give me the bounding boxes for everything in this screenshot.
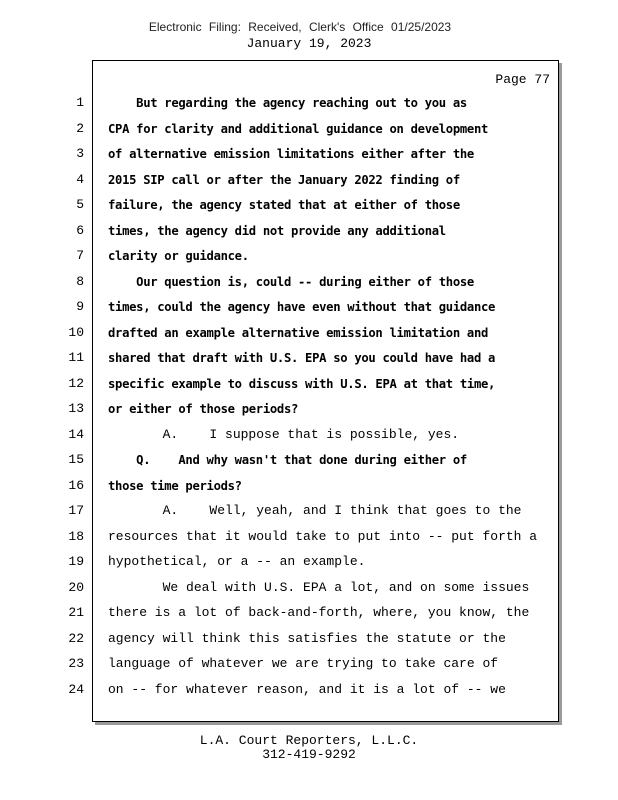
line-number: 16 [68,478,84,493]
line-number: 5 [76,197,84,212]
transcript-line-text: clarity or guidance. [108,249,249,263]
transcript-line-text: But regarding the agency reaching out to you as [108,96,467,110]
footer-phone: 312-419-9292 [262,747,356,762]
line-number: 24 [68,682,84,697]
transcript-line-text: drafted an example alternative emission limitation and [108,326,489,340]
transcript-date: January 19, 2023 [246,36,372,51]
line-number: 11 [68,350,84,365]
line-number: 21 [68,605,84,620]
transcript-line-text: A. Well, yeah, and I think that goes to the [108,503,522,518]
transcript-line-text: specific example to discuss with U.S. EPA at that time, [108,377,496,391]
transcript-line-text: agency will think this satisfies the statute or the [108,631,506,646]
footer-company: L.A. Court Reporters, L.L.C. [199,733,419,748]
transcript-line-text: those time periods? [108,479,242,493]
line-number: 22 [68,631,84,646]
transcript-line-text: shared that draft with U.S. EPA so you could have had a [108,351,496,365]
transcript-line-text: Q. And why wasn't that done during either of [108,453,467,467]
transcript-line-text: hypothetical, or a -- an example. [108,554,366,569]
transcript-line-text: We deal with U.S. EPA a lot, and on some issues [108,580,530,595]
transcript-line-text: Our question is, could -- during either of those [108,275,474,289]
transcript-line-text: A. I suppose that is possible, yes. [108,427,460,442]
line-number: 12 [68,376,84,391]
transcript-line-text: on -- for whatever reason, and it is a lot of -- we [108,682,506,697]
transcript-line-text: 2015 SIP call or after the January 2022 finding of [108,173,460,187]
transcript-line-text: language of whatever we are trying to take care of [108,656,499,671]
transcript-line-text: resources that it would take to put into -- put forth a [108,529,538,544]
transcript-line-text: or either of those periods? [108,402,299,416]
line-number: 23 [68,656,84,671]
line-number: 20 [68,580,84,595]
line-number: 3 [76,146,84,161]
page-number: Page 77 [495,72,550,87]
line-number: 7 [76,248,84,263]
line-number: 4 [76,172,84,187]
line-number: 13 [68,401,84,416]
line-number: 6 [76,223,84,238]
line-number: 19 [68,554,84,569]
line-number: 10 [68,325,84,340]
line-number: 1 [76,95,84,110]
transcript-line-text: CPA for clarity and additional guidance on development [108,122,489,136]
line-number: 15 [68,452,84,467]
line-number: 8 [76,274,84,289]
line-number: 14 [68,427,84,442]
line-number: 18 [68,529,84,544]
transcript-line-text: times, the agency did not provide any additional [108,224,446,238]
line-number: 17 [68,503,84,518]
transcript-line-text: failure, the agency stated that at either of those [108,198,460,212]
line-number: 2 [76,121,84,136]
transcript-line-text: of alternative emission limitations either after the [108,147,474,161]
transcript-line-text: times, could the agency have even without that guidance [108,300,496,314]
filing-stamp: Electronic Filing: Received, Clerk's Office 01/25/2023 [148,20,452,34]
line-number: 9 [76,299,84,314]
transcript-line-text: there is a lot of back-and-forth, where, you know, the [108,605,530,620]
